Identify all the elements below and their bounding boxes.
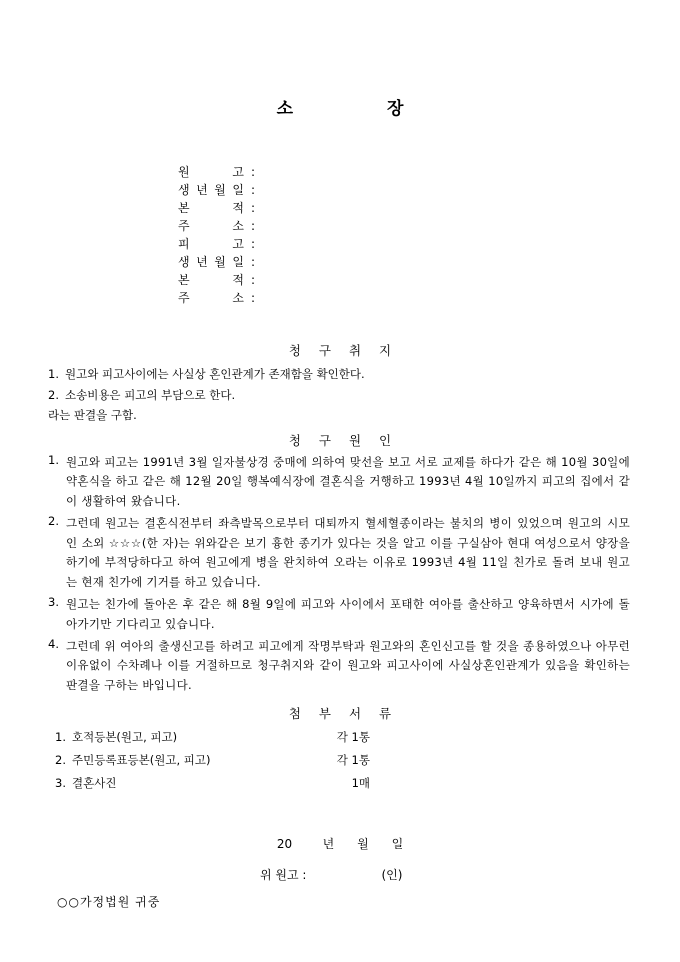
paragraph-number: 4. [48,636,59,651]
attachments-list [55,726,680,795]
party-row-plaintiff [178,163,680,181]
claim-item-number: 1. [48,367,59,381]
defendant-label: 피 고 [178,237,244,251]
paragraph-text: 그런데 위 여아의 출생신고를 하려고 피고에게 작명부탁과 원고와의 혼인신고를 할 것을 종용하였으나 아무런 이유없이 수차례나 이를 거절하므로 청구취지와 같이 원고와 피고사이에 사실상혼인관계가 있음을 확인하는 판결을 구하는 바입니다. [66,638,630,693]
address-label: 주 소 [178,219,244,233]
court-addressee: ○○가정법원 귀중 [57,895,161,910]
domicile-label: 본 적 [178,201,244,215]
party-row-plaintiff-domicile [178,199,680,217]
claim-item [48,364,630,385]
attachment-row [55,749,680,772]
claim-section-heading: 청 구 취 지 [288,343,392,358]
field-colon: : [251,255,256,269]
cause-paragraph [48,514,630,593]
attachment-quantity: 각 1통 [336,730,370,745]
party-row-defendant [178,235,680,253]
plaintiff-label: 원 고 [178,165,244,179]
field-colon: : [251,237,256,251]
attachment-number: 3. [55,776,66,791]
attachment-quantity: 각 1통 [336,753,370,768]
attachment-number: 1. [55,730,66,745]
claim-item-number: 2. [48,387,59,402]
field-colon: : [251,219,256,233]
field-colon: : [251,183,256,197]
attachment-name: 주민등록표등본(원고, 피고) [72,753,211,768]
cause-paragraph [48,595,630,635]
attachment-row [55,726,680,749]
paragraph-text: 그런데 원고는 결혼식전부터 좌측발목으로부터 대퇴까지 혈세혈종이라는 불치의 병이 있었으며 원고의 시모인 소외 ☆☆☆(한 자)는 위와같은 보기 흉한 종기가 있다는 것을 알고 이를 구실삼아 현대 여성으로서 양장을 하기에 부적당하다고 하여 원고에게 병을 완치하여 오라는 이유로 1993년 4월 11일 친가로 돌려 보내 원고는 현재 친가에 기거를 하고 있습니다. [66,515,630,590]
paragraph-number: 1. [48,452,59,467]
domicile-label: 본 적 [178,273,244,287]
cause-paragraph [48,453,630,512]
cause-paragraph [48,637,630,696]
field-colon: : [251,273,256,287]
claim-item-text: 소송비용은 피고의 부담으로 한다. [65,387,236,402]
paragraph-text: 원고와 피고는 1991년 3월 일자불상경 중매에 의하여 맞선을 보고 서로 교제를 하다가 같은 해 10월 30일에 약혼식을 하고 같은 해 12월 20일 행복예식장에 결혼식을 거행하고 1993년 4월 10일까지 피고의 집에서 같이 생활하여 왔습니다. [66,454,630,509]
birthdate-label: 생 년 월 일 [178,255,244,269]
paragraph-text: 원고는 친가에 돌아온 후 같은 해 8월 9일에 피고와 사이에서 포태한 여아를 출산하고 양육하면서 시가에 돌아가기만 기다리고 있습니다. [66,597,630,631]
party-info-block [178,163,680,307]
cause-section-heading: 청 구 원 인 [288,432,392,448]
claim-item [48,385,630,406]
attachment-row [55,772,680,795]
attachment-name: 호적등본(원고, 피고) [72,730,178,745]
document-title: 소 장 [276,99,404,119]
birthdate-label: 생 년 월 일 [178,183,244,197]
address-label: 주 소 [178,291,244,305]
paragraph-number: 2. [48,513,59,528]
attachments-section-heading: 첨 부 서 류 [288,706,392,722]
party-row-plaintiff-address [178,217,680,235]
claim-closing-line: 라는 판결을 구함. [48,408,137,422]
paragraph-number: 3. [48,595,59,610]
party-row-defendant-birthdate [178,253,680,271]
signature-line [260,866,680,883]
signature-label: 위 원고 : [260,868,307,883]
attachment-name: 결혼사진 [72,776,117,791]
field-colon: : [251,201,256,215]
claim-section-body [48,364,630,426]
seal-placeholder: (인) [381,868,403,883]
attachment-quantity: 1매 [351,776,370,791]
field-colon: : [251,165,256,179]
attachment-number: 2. [55,753,66,768]
party-row-defendant-address [178,289,680,307]
date-line: 20 년 월 일 [276,837,404,852]
claim-item-text: 원고와 피고사이에는 사실상 혼인관계가 존재함을 확인한다. [65,367,365,381]
party-row-defendant-domicile [178,271,680,289]
field-colon: : [251,291,256,305]
cause-section-body [48,453,630,697]
party-row-plaintiff-birthdate [178,181,680,199]
